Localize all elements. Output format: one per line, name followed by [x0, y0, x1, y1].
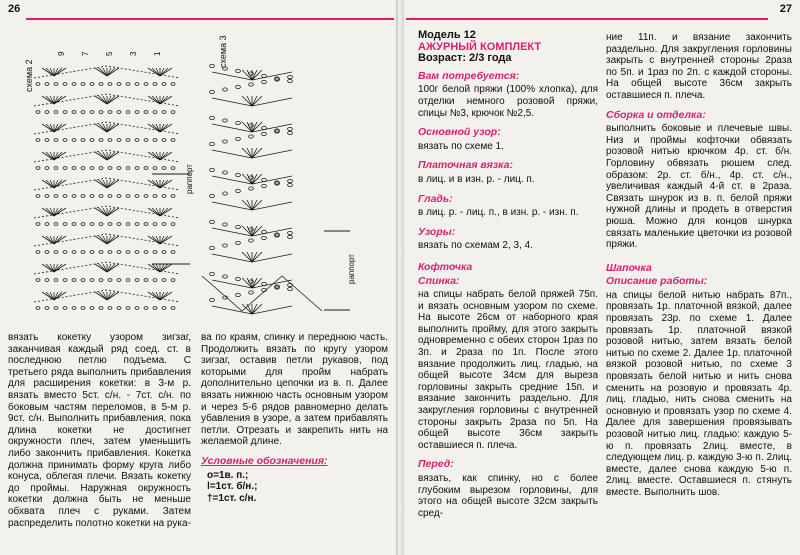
chart-stitch-mark [99, 111, 103, 114]
base-pattern-heading: Основной узор: [418, 126, 501, 139]
chart-stitch-mark [99, 279, 103, 282]
chart-stitch-mark [162, 167, 166, 170]
chart-stitch-mark [117, 195, 121, 198]
row-number: 3 [129, 51, 138, 56]
page-number-left: 26 [8, 3, 21, 15]
chart-stitch-mark [171, 167, 175, 170]
chart-stitch-mark [126, 111, 130, 114]
assembly-heading: Сборка и отделка: [606, 108, 706, 121]
chart-stitch-mark [45, 251, 49, 254]
chart-stitch-mark [162, 83, 166, 86]
chart-stitch-mark [72, 307, 76, 310]
chart-stitch-mark [81, 139, 85, 142]
chart-stitch-mark [63, 167, 67, 170]
hat-description-heading: Описание работы: [606, 275, 708, 288]
chart-stitch-mark [46, 152, 54, 160]
legend-item: †=1ст. с/н. [207, 492, 257, 504]
crochet-charts [2, 26, 395, 322]
chart-stitch-mark [45, 279, 49, 282]
chart-stitch-mark [223, 88, 228, 91]
chart-stitch-mark [72, 279, 76, 282]
chart-stitch-mark [152, 124, 160, 132]
chart-stitch-mark [63, 279, 67, 282]
chart-stitch-mark [45, 195, 49, 198]
chart-stitch-mark [153, 223, 157, 226]
chart-stitch-mark [152, 68, 160, 76]
chart-stitch-mark [249, 239, 254, 242]
chart-stitch-mark [288, 127, 293, 130]
chart-stitch-mark [288, 179, 293, 182]
chart-stitch-mark [99, 292, 107, 300]
legend-item: ǀ=1ст. б/н.; [207, 481, 258, 493]
jacket-heading: Кофточка [418, 260, 473, 273]
chart-stitch-mark [252, 304, 257, 314]
rapport-label-1: раппорт [185, 164, 194, 194]
chart-stitch-mark [135, 195, 139, 198]
chart-stitch-mark [54, 83, 58, 86]
legend-title: Условные обозначения: [201, 454, 328, 467]
chart-stitch-mark [99, 195, 103, 198]
patterns-heading: Узоры: [418, 225, 456, 238]
chart-stitch-mark [288, 235, 293, 238]
chart-stitch-mark [171, 307, 175, 310]
chart-stitch-mark [249, 83, 254, 86]
chart-stitch-mark [153, 111, 157, 114]
header-rule-right [406, 18, 768, 20]
chart-stitch-mark [210, 272, 215, 275]
chart-stitch-mark [126, 279, 130, 282]
chart-stitch-mark [210, 90, 215, 93]
chart-stitch-mark [99, 152, 107, 160]
chart-stitch-mark [262, 184, 267, 187]
stocking-text: в лиц. р. - лиц. п., в изн. р. - изн. п. [418, 207, 579, 219]
rapport-label-2: раппорт [347, 254, 356, 284]
chart-stitch-mark [288, 79, 293, 82]
chart-stitch-mark [54, 251, 58, 254]
chart-stitch-mark [288, 231, 293, 234]
chart-stitch-mark [162, 307, 166, 310]
chart-stitch-mark [117, 167, 121, 170]
chart-stitch-mark [262, 80, 267, 83]
chart-stitch-mark [153, 279, 157, 282]
header-rule-left [26, 18, 394, 20]
chart-stitch-mark [144, 111, 148, 114]
chart-stitch-mark [63, 139, 67, 142]
patterns-text: вязать по схемам 2, 3, 4. [418, 240, 533, 252]
chart-stitch-mark [144, 279, 148, 282]
chart-stitch-mark [223, 244, 228, 247]
chart-stitch-mark [54, 307, 58, 310]
chart-stitch-mark [117, 307, 121, 310]
front-text: вязать, как спинку, но с более глубоким вырезом горловины, для этого на общей высоте 32см закрыть сред- [418, 473, 598, 519]
chart-stitch-mark [45, 223, 49, 226]
chart-stitch-mark [72, 195, 76, 198]
chart-stitch-mark [162, 251, 166, 254]
chart-stitch-mark [54, 111, 58, 114]
chart-stitch-mark [162, 111, 166, 114]
chart-stitch-mark [54, 279, 58, 282]
chart-stitch-mark [171, 195, 175, 198]
chart-stitch-mark [46, 264, 54, 272]
chart-stitch-mark [36, 195, 40, 198]
chart-stitch-mark [46, 180, 54, 188]
chart-stitch-mark [72, 111, 76, 114]
chart-stitch-mark [54, 139, 58, 142]
chart-stitch-mark [126, 223, 130, 226]
chart-stitch-mark [45, 111, 49, 114]
chart-stitch-mark [144, 195, 148, 198]
chart-stitch-mark [144, 83, 148, 86]
row-number: 7 [81, 51, 90, 56]
chart-stitch-mark [117, 139, 121, 142]
right-page [404, 0, 800, 555]
chart-stitch-mark [247, 96, 252, 106]
right-column-2 [606, 32, 792, 499]
chart-stitch-mark [210, 194, 215, 197]
chart-stitch-mark [236, 225, 241, 228]
chart-stitch-mark [252, 148, 257, 158]
chart-stitch-mark [249, 291, 254, 294]
left-column-1 [8, 332, 191, 529]
chart-stitch-mark [126, 195, 130, 198]
chart-stitch-mark [162, 139, 166, 142]
scheme-3-label: схема 3 [218, 35, 228, 68]
chart-stitch-mark [236, 241, 241, 244]
left-col2-text: ва по краям, спинку и переднюю часть. Продолжить вязать по кругу узором зигзаг, оставив петли рукавов, под которыми для пройм набрать дополнительно цепочки из в. п. Далее вязать нижнюю часть основным узором и через 5-6 рядов равномерно делать убавления в узоре, а затем прибавлять петли. Отрезать и закрепить нить на желаемой длине. [201, 332, 388, 448]
chart-stitch-mark [46, 236, 54, 244]
right-column-1 [418, 30, 598, 519]
chart-stitch-mark [45, 167, 49, 170]
chart-stitch-mark [126, 251, 130, 254]
chart-stitch-mark [249, 187, 254, 190]
garter-text: в лиц. и в изн. р. - лиц. п. [418, 173, 535, 185]
chart-stitch-mark [81, 195, 85, 198]
chart-stitch-mark [152, 236, 160, 244]
chart-stitch-mark [288, 183, 293, 186]
model-age: Возраст: 2/3 года [418, 52, 512, 65]
chart-stitch-mark [144, 139, 148, 142]
chart-stitch-mark [99, 208, 107, 216]
chart-stitch-mark [36, 251, 40, 254]
chart-stitch-mark [135, 139, 139, 142]
chart-stitch-mark [171, 83, 175, 86]
chart-stitch-mark [72, 167, 76, 170]
chart-stitch-mark [171, 139, 175, 142]
chart-stitch-mark [152, 180, 160, 188]
chart-stitch-mark [236, 137, 241, 140]
chart-stitch-mark [108, 167, 112, 170]
chart-stitch-mark [72, 223, 76, 226]
chart-stitch-mark [108, 139, 112, 142]
chart-stitch-mark [117, 83, 121, 86]
legend [201, 456, 388, 504]
chart-stitch-mark [144, 251, 148, 254]
chart-stitch-mark [171, 251, 175, 254]
chart-stitch-mark [210, 116, 215, 119]
chart-stitch-mark [236, 293, 241, 296]
chart-stitch-mark [63, 195, 67, 198]
chart-stitch-mark [135, 251, 139, 254]
chart-stitch-mark [99, 96, 107, 104]
chart-stitch-mark [108, 83, 112, 86]
chart-stitch-mark [63, 251, 67, 254]
chart-stitch-mark [45, 83, 49, 86]
chart-stitch-mark [126, 307, 130, 310]
base-pattern-text: вязать по схеме 1. [418, 140, 504, 152]
chart-stitch-mark [210, 142, 215, 145]
chart-stitch-mark [252, 252, 257, 262]
chart-stitch-mark [81, 251, 85, 254]
chart-stitch-mark [252, 200, 257, 210]
chart-stitch-mark [99, 167, 103, 170]
chart-stitch-mark [236, 173, 241, 176]
chart-stitch-mark [247, 200, 252, 210]
chart-stitch-mark [81, 111, 85, 114]
chart-stitch-mark [46, 124, 54, 132]
chart-stitch-mark [108, 279, 112, 282]
front-continued-text: ние 11п. и вязание закончить раздельно. Для закругления горловины закрыть с внутренней стороны 2раза по 5п. и 1раз по 2п. с каждой стороны. На общей высоте 36см закрыть оставшиеся п. плеча. [606, 32, 792, 101]
chart-stitch-mark [247, 148, 252, 158]
chart-stitch-mark [117, 251, 121, 254]
chart-stitch-mark [54, 167, 58, 170]
chart-stitch-mark [171, 111, 175, 114]
materials-heading: Вам потребуется: [418, 69, 520, 82]
model-name: АЖУРНЫЙ КОМПЛЕКТ [418, 40, 542, 53]
chart-stitch-mark [63, 307, 67, 310]
chart-stitch-mark [90, 307, 94, 310]
chart-stitch-mark [36, 279, 40, 282]
chart-stitch-mark [99, 236, 107, 244]
chart-stitch-mark [135, 307, 139, 310]
chart-stitch-mark [46, 208, 54, 216]
page-number-right: 27 [779, 3, 792, 15]
chart-stitch-mark [262, 132, 267, 135]
chart-stitch-mark [162, 223, 166, 226]
chart-stitch-mark [63, 223, 67, 226]
chart-stitch-mark [288, 131, 293, 134]
chart-stitch-mark [36, 83, 40, 86]
chart-stitch-mark [288, 75, 293, 78]
chart-stitch-mark [223, 119, 228, 122]
chart-stitch-mark [153, 195, 157, 198]
chart-stitch-mark [144, 223, 148, 226]
chart-stitch-mark [210, 246, 215, 249]
chart-stitch-mark [108, 195, 112, 198]
row-number: 5 [105, 51, 114, 56]
chart-stitch-mark [210, 64, 215, 67]
left-col1-text: вязать кокетку узором зигзаг, заканчивая каждый ряд соед. ст. в последнюю петлю подъема. С третьего ряда выполнить прибавления для расширения кокетки: в 3-м р. вязать вместо 5ст. с/н. - 7ст. с/н. по боковым частям переломов, в 5-м р. 9ст. с/н. Выполнить прибавления, пока длина кокетки не достигнет окружности плеч, затем уменьшить либо закончить прибавления. Кокетка должна принимать форму круга либо конуса, облегая плечи. Вязать кокетку до проймы. Наружная окружность кокетки должна быть не меньше обхвата плеч с руками. Затем распределить полотно кокетки на рука- [8, 332, 191, 529]
chart-stitch-mark [210, 168, 215, 171]
chart-stitch-mark [63, 111, 67, 114]
chart-stitch-mark [72, 139, 76, 142]
scheme-2-label: схема 2 [24, 59, 34, 92]
chart-stitch-mark [90, 195, 94, 198]
chart-stitch-mark [108, 251, 112, 254]
chart-stitch-mark [90, 139, 94, 142]
chart-stitch-mark [36, 111, 40, 114]
model-number: Модель 12 [418, 29, 476, 41]
chart-stitch-mark [99, 264, 107, 272]
chart-stitch-mark [36, 223, 40, 226]
chart-stitch-mark [252, 96, 257, 106]
chart-stitch-mark [152, 96, 160, 104]
chart-stitch-mark [126, 167, 130, 170]
chart-stitch-mark [162, 279, 166, 282]
chart-stitch-mark [135, 111, 139, 114]
chart-stitch-mark [153, 251, 157, 254]
row-number: 1 [153, 51, 162, 56]
garter-heading: Платочная вязка: [418, 159, 513, 172]
chart-stitch-mark [236, 121, 241, 124]
chart-stitch-mark [108, 111, 112, 114]
back-heading: Спинка: [418, 274, 460, 287]
chart-stitch-mark [81, 223, 85, 226]
chart-stitch-mark [117, 111, 121, 114]
chart-stitch-mark [144, 167, 148, 170]
stocking-heading: Гладь: [418, 192, 453, 205]
chart-stitch-mark [153, 307, 157, 310]
chart-stitch-mark [46, 68, 54, 76]
chart-stitch-mark [153, 83, 157, 86]
hat-text: на спицы белой нитью набрать 87п., провязать 1р. платочной вязкой, далее провязать 23р. по схеме 1. Далее провязать 1р. платочной вязкой розовой нитью, затем вязать белой нитью по схеме 2. Далее 1р. платочной вязкой розовой нитью, по схеме 3 провязать белой нитью и нить снова сменить на розовую и провязать 4р. лиц. гладью, нить снова сменить на основную и провязать узор по схеме 4. Далее для завершения провязывать розовой нитью лиц. гладью: каждую 5-ю п. провязать 2лиц. вместе, в следующем лиц. р. каждую 3-ю п. 2лиц. вместе, далее снова каждую 5-ю п. 2лиц. вместе. Оставшиеся п. стянуть вместе. Выполнить шов. [606, 289, 792, 498]
chart-stitch-mark [81, 167, 85, 170]
chart-stitch-mark [108, 223, 112, 226]
left-page [0, 0, 396, 555]
hat-heading: Шапочка [606, 261, 652, 274]
chart-stitch-mark [90, 83, 94, 86]
chart-stitch-mark [90, 279, 94, 282]
chart-stitch-mark [236, 69, 241, 72]
chart-stitch-mark [81, 307, 85, 310]
chart-stitch-mark [36, 167, 40, 170]
chart-stitch-mark [63, 83, 67, 86]
chart-stitch-mark [153, 167, 157, 170]
chart-stitch-mark [210, 298, 215, 301]
row-number: 9 [57, 51, 66, 56]
chart-stitch-mark [45, 139, 49, 142]
chart-stitch-mark [236, 277, 241, 280]
chart-stitch-mark [54, 195, 58, 198]
chart-stitch-mark [90, 111, 94, 114]
chart-stitch-mark [171, 223, 175, 226]
chart-stitch-mark [223, 171, 228, 174]
chart-stitch-mark [162, 195, 166, 198]
chart-stitch-mark [249, 135, 254, 138]
chart-stitch-mark [117, 223, 121, 226]
chart-stitch-mark [262, 236, 267, 239]
chart-stitch-mark [152, 292, 160, 300]
front-heading: Перед: [418, 458, 454, 471]
chart-stitch-mark [126, 139, 130, 142]
chart-stitch-mark [247, 252, 252, 262]
chart-stitch-mark [144, 307, 148, 310]
chart-stitch-mark [223, 140, 228, 143]
chart-stitch-mark [236, 189, 241, 192]
chart-stitch-mark [90, 251, 94, 254]
chart-stitch-mark [152, 208, 160, 216]
chart-stitch-mark [135, 223, 139, 226]
chart-stitch-mark [54, 223, 58, 226]
chart-stitch-mark [117, 279, 121, 282]
chart-stitch-mark [236, 85, 241, 88]
chart-stitch-mark [152, 152, 160, 160]
chart-stitch-mark [72, 83, 76, 86]
chart-stitch-mark [99, 83, 103, 86]
chart-stitch-mark [135, 167, 139, 170]
chart-stitch-mark [46, 96, 54, 104]
chart-stitch-mark [288, 287, 293, 290]
back-text: на спицы набрать белой пряжей 75п. и вязать основным узором по схеме. На высоте 26см от наборного края выполнить пройму, для этого закрыть одновременно с обеих сторон 1раз по 3п. и 2раза по 1п. После этого вязание продолжить лиц. гладью, на общей высоте 34см для выреза горловины закрыть средние 15п. и вязание закончить раздельно. Для закругления горловины с внутренней стороны закрыть 2раза по 5п. На общей высоте 36см закрыть оставшиеся п. плеча. [418, 289, 598, 451]
chart-stitch-mark [126, 83, 130, 86]
chart-stitch-mark [223, 275, 228, 278]
legend-item: о=1в. п.; [207, 469, 249, 481]
materials-text: 100г белой пряжи (100% хлопка), для отделки немного розовой пряжи, спицы №3, крючок №2,5. [418, 84, 598, 119]
chart-stitch-mark [99, 180, 107, 188]
chart-stitch-mark [152, 264, 160, 272]
chart-stitch-mark [99, 68, 107, 76]
chart-stitch-mark [46, 292, 54, 300]
chart-stitch-mark [108, 307, 112, 310]
chart-stitch-mark [135, 83, 139, 86]
left-column-2 [201, 332, 388, 504]
chart-stitch-mark [90, 223, 94, 226]
chart-stitch-mark [171, 279, 175, 282]
chart-stitch-mark [81, 83, 85, 86]
chart-stitch-mark [36, 307, 40, 310]
chart-stitch-mark [45, 307, 49, 310]
chart-stitch-mark [223, 192, 228, 195]
chart-stitch-mark [135, 279, 139, 282]
assembly-text: выполнить боковые и плечевые швы. Низ и проймы кофточки обвязать розовой нитью крючком 4р. ст. б/н. Горловину обвязать рюшем след. образом: 2р. ст. б/н., 4р. ст. с/н., увеличивая каждый 4-й ст. в 2раза. Связать шнурок из в. п. белой пряжи нужной длины и продеть в отверстия рюша. Можно для концов шнурка связать маленькие цветочки из розовой пряжи. [606, 123, 792, 251]
chart-stitch-mark [99, 223, 103, 226]
chart-stitch-mark [99, 251, 103, 254]
page-gutter [396, 0, 404, 555]
chart-stitch-mark [81, 279, 85, 282]
chart-stitch-mark [210, 220, 215, 223]
chart-stitch-mark [223, 223, 228, 226]
chart-stitch-mark [99, 124, 107, 132]
chart-stitch-mark [90, 167, 94, 170]
chart-stitch-mark [99, 139, 103, 142]
chart-stitch-mark [72, 251, 76, 254]
chart-stitch-mark [153, 139, 157, 142]
chart-stitch-mark [99, 307, 103, 310]
chart-stitch-mark [36, 139, 40, 142]
